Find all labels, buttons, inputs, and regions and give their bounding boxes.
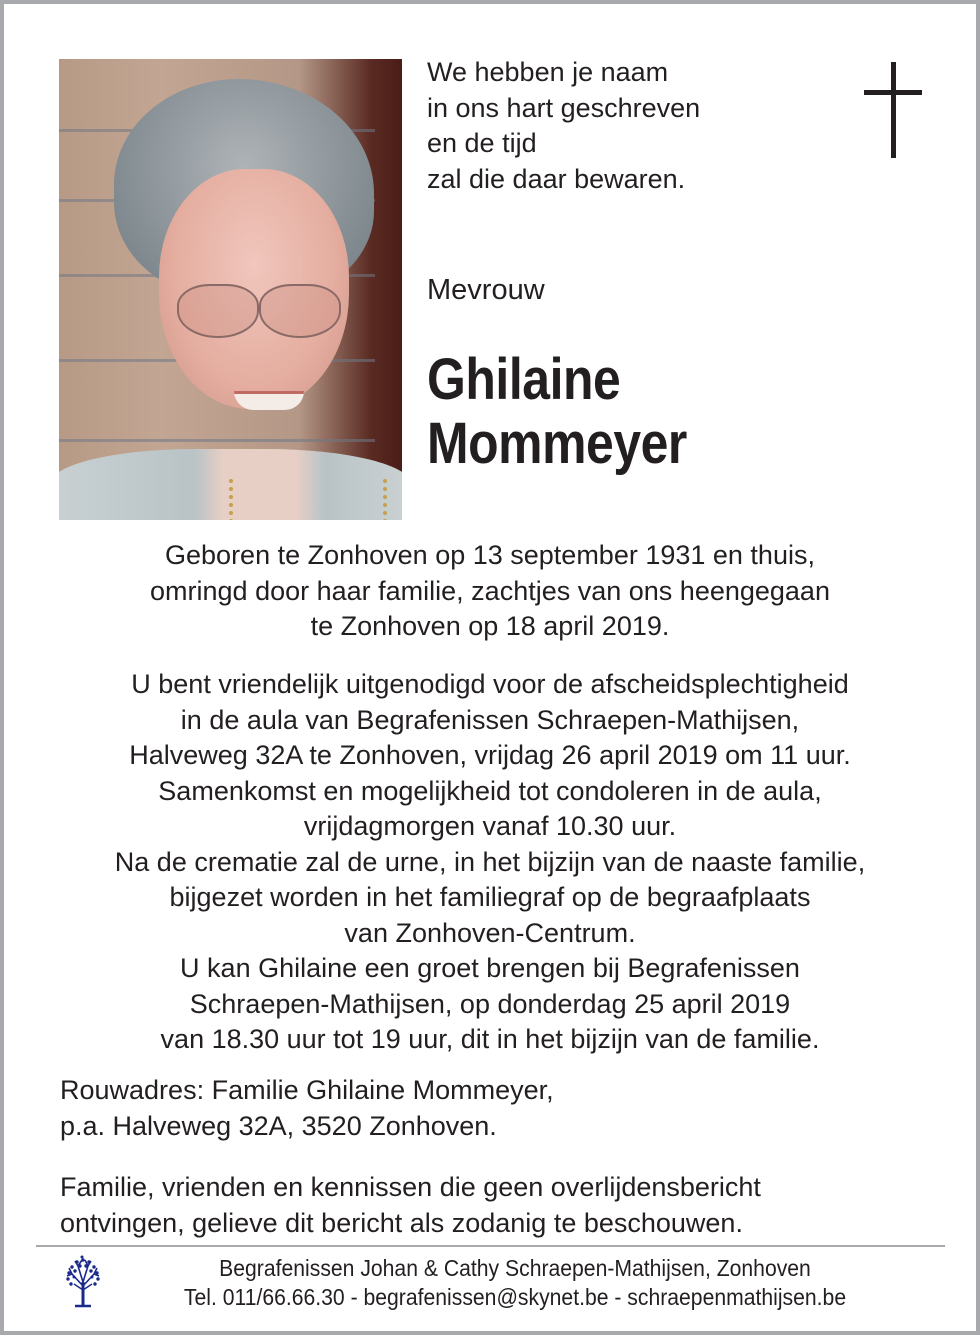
text-line: U kan Ghilaine een groet brengen bij Begrafenissen [180, 953, 800, 983]
text-line: Rouwadres: Familie Ghilaine Mommeyer, [60, 1075, 554, 1105]
text-line: Halveweg 32A te Zonhoven, vrijdag 26 april 2019 om 11 uur. [129, 740, 851, 770]
funeral-home-name: Begrafenissen Johan & Cathy Schraepen-Mathijsen, Zonhoven [219, 1255, 811, 1281]
deceased-name [427, 348, 687, 476]
latin-cross-icon [864, 62, 922, 158]
honorific-title: Mevrouw [427, 274, 545, 306]
tree-logo-icon [62, 1252, 104, 1308]
text-line: vrijdagmorgen vanaf 10.30 uur. [303, 811, 677, 841]
poem-line: We hebben je naam [427, 57, 669, 87]
text-line: Na de crematie zal de urne, in het bijzijn van de naaste familie, [114, 846, 866, 877]
text-line: U bent vriendelijk uitgenodigd voor de afscheidsplechtigheid [131, 669, 849, 699]
funeral-home-footer [142, 1254, 887, 1312]
text-line: te Zonhoven op 18 april 2019. [310, 611, 670, 641]
photo-brick-line [59, 439, 375, 442]
text-line: bijgezet worden in het familiegraf op de begraafplaats [169, 882, 811, 912]
text-line: van Zonhoven-Centrum. [344, 917, 636, 948]
poem-line: in ons hart geschreven [427, 92, 701, 123]
text-line: Schraepen-Mathijsen, op donderdag 25 april 2019 [189, 988, 791, 1019]
text-line: Familie, vrienden en kennissen die geen overlijdensbericht [60, 1172, 761, 1202]
poem [427, 55, 700, 197]
text-line: ontvingen, gelieve dit bericht als zodanig te beschouwen. [60, 1207, 743, 1238]
footer-divider [36, 1245, 945, 1247]
photo-glasses-right [259, 284, 341, 338]
photo-glasses-left [177, 284, 259, 338]
text-line: in de aula van Begrafenissen Schraepen-Mathijsen, [180, 704, 800, 735]
cross-vertical-bar [891, 62, 896, 158]
poem-line: en de tijd [427, 128, 537, 158]
mourning-address [60, 1073, 940, 1144]
funeral-home-contact: Tel. 011/66.66.30 - begrafenissen@skynet.be - schraepenmathijsen.be [183, 1284, 847, 1310]
text-line: van 18.30 uur tot 19 uur, dit in het bijzijn van de familie. [160, 1024, 820, 1054]
portrait-photo [59, 59, 402, 520]
poem-line: zal die daar bewaren. [427, 163, 686, 194]
birth-death-paragraph [40, 538, 940, 645]
notice-paragraph [60, 1170, 940, 1241]
text-line: Geboren te Zonhoven op 13 september 1931 en thuis, [165, 540, 815, 570]
last-name: Mommeyer [427, 411, 687, 476]
text-line: omringd door haar familie, zachtjes van ons heengegaan [150, 575, 830, 606]
ceremony-paragraph [40, 667, 940, 1058]
photo-smile [234, 391, 304, 410]
text-line: Samenkomst en mogelijkheid tot condoleren in de aula, [158, 775, 822, 806]
text-line: p.a. Halveweg 32A, 3520 Zonhoven. [60, 1110, 497, 1141]
first-name: Ghilaine [427, 347, 621, 412]
photo-necklace [229, 479, 387, 520]
cross-horizontal-bar [864, 90, 922, 95]
